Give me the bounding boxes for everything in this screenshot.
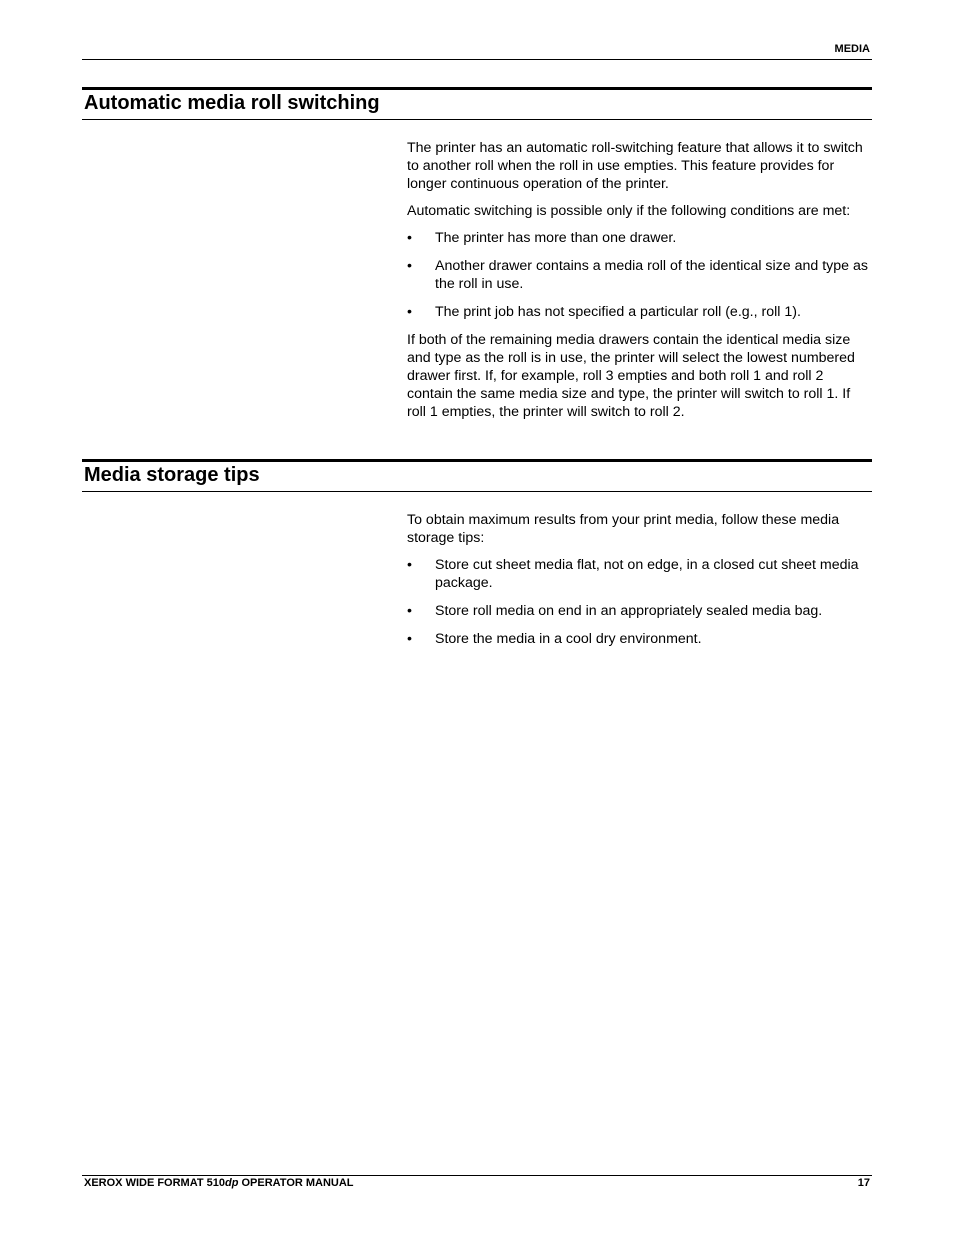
section1-body	[407, 139, 869, 430]
section1-conditions-lead: Automatic switching is possible only if the following conditions are met:	[407, 203, 851, 219]
bullet-icon: •	[407, 230, 412, 246]
list-item: • Another drawer contains a media roll of the identical size and type as the roll in use.	[407, 258, 868, 292]
section2-bullet-list	[407, 556, 869, 648]
footer-rule	[82, 1175, 872, 1176]
footer-manual-title: XEROX WIDE FORMAT 510dp OPERATOR MANUAL	[84, 1177, 354, 1189]
section1-intro: The printer has an automatic roll-switching feature that allows it to switch to another roll when the roll in use empties. This feature provides for longer continuous operation of the printer.	[407, 140, 863, 192]
bullet-icon: •	[407, 304, 412, 320]
section2-intro: To obtain maximum results from your print media, follow these media storage tips:	[407, 512, 840, 546]
page-number: 17	[857, 1177, 870, 1189]
section2-bottom-rule	[82, 491, 872, 492]
bullet-icon: •	[407, 258, 412, 274]
list-item: • Store roll media on end in an appropriately sealed media bag.	[407, 603, 823, 619]
section2-title: Media storage tips	[84, 464, 260, 486]
section1-bottom-rule	[82, 119, 872, 120]
section1-top-rule	[82, 87, 872, 90]
section2-top-rule	[82, 459, 872, 462]
bullet-icon: •	[407, 631, 412, 647]
list-item: • Store cut sheet media flat, not on edge, in a closed cut sheet media package.	[407, 557, 859, 591]
running-header: MEDIA	[834, 43, 870, 55]
section1-bullet-list	[407, 229, 869, 321]
list-item: • Store the media in a cool dry environment.	[407, 631, 702, 647]
section2-body	[407, 511, 869, 658]
header-rule	[82, 59, 872, 60]
list-item: • The print job has not specified a particular roll (e.g., roll 1).	[407, 304, 801, 320]
section1-title: Automatic media roll switching	[84, 92, 380, 114]
section1-closing: If both of the remaining media drawers contain the identical media size and type as the roll is in use, the printer will select the lowest numbered drawer first. If, for example, roll 3 empties and both roll 1 and roll 2 contain the same media size and type, the printer will switch to roll 1. If roll 1 empties, the printer will switch to roll 2.	[407, 332, 855, 420]
list-item: • The printer has more than one drawer.	[407, 230, 677, 246]
bullet-icon: •	[407, 603, 412, 619]
bullet-icon: •	[407, 557, 412, 573]
